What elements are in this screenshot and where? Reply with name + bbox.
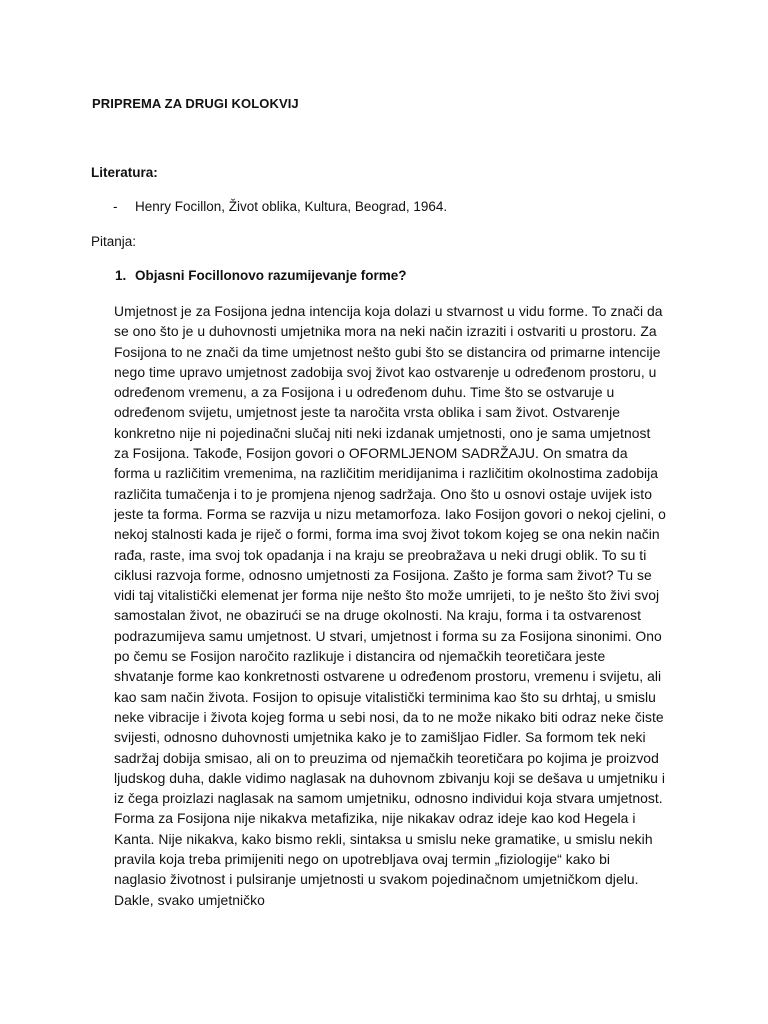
list-bullet: - <box>113 199 118 214</box>
question-heading <box>115 268 407 283</box>
answer-paragraph: Umjetnost je za Fosijona jedna intencija koja dolazi u stvarnost u vidu forme. To znači da se ono što je u duhovnosti umjetnika mora na neki način izraziti i ostvariti u prostoru. Za Fosijona to ne znači da time umjetnost nešto gubi što se distancira od primarne intencije nego time upravo umjetnost zadobija svoj život kao ostvarenje u određenom prostoru, u određenom vremenu, a za Fosijona i u određenom duhu. Time što se ostvaruje u određenom svijetu, umjetnost jeste ta naročita vrsta oblika i sam život. Ostvarenje konkretno nije ni pojedinačni slučaj niti neki izdanak umjetnosti, ono je sama umjetnost za Fosijona. Takođe, Fosijon govori o OFORMLJENOM SADRŽAJU. On smatra da forma u različitim vremenima, na različitim meridijanima i različitim okolnostima zadobija različita tumačenja i to je promjena njenog sadržaja. Ono što u osnovi ostaje uvijek isto jeste ta forma. Forma se razvija u nizu metamorfoza. Iako Fosijon govori o nekoj cjelini, o nekoj stalnosti kada je riječ o formi, forma ima svoj život tokom kojeg se ona nekin način rađa, raste, ima svoj tok opadanja i na kraju se preobražava u neki drugi oblik. To su ti ciklusi razvoja forme, odnosno umjetnosti za Fosijona. Zašto je forma sam život? Tu se vidi taj vitalistički elemenat jer forma nije nešto što može umrijeti, to je nešto što živi svoj samostalan život, ne obazirući se na druge okolnosti. Na kraju, forma i ta ostvarenost podrazumijeva samu umjetnost. U stvari, umjetnost i forma su za Fosijona sinonimi. Ono po čemu se Fosijon naročito razlikuje i distancira od njemačkih teoretičara jeste shvatanje forme kao konkretnosti ostvarene u određenom prostoru, vremenu i svijetu, ali kao sam način života. Fosijon to opisuje vitalistički terminima kao što su drhtaj, u smislu neke vibracije i života kojeg forma u sebi nosi, da to ne može nikako biti odraz neke čiste svijesti, odnosno duhovnosti umjetnika kako je to zamišljao Fidler. Sa formom tek neki sadržaj dobija smisao, ali on to preuzima od njemačkih teoretičara po kojima je proizvod ljudskog duha, dakle vidimo naglasak na duhovnom zbivanju koji se dešava u umjetniku i iz čega proizlazi naglasak na samom umjetniku, odnosno individui koja stvara umjetnost. Forma za Fosijona nije nikakva metafizika, nije nikakav odraz ideje kao kod Hegela i Kanta. Nije nikakva, kako bismo rekli, sintaksa u smislu neke gramatike, u smislu nekih pravila koja treba primijeniti nego on upotrebljava ovaj termin „fiziologije“ kako bi naglasio životnost i pulsiranje umjetnosti u svakom pojedinačnom umjetničkom djelu. Dakle, svako umjetničko <box>114 303 666 908</box>
question-number: 1. <box>115 268 127 283</box>
literature-list-item <box>113 199 447 214</box>
document-title: PRIPREMA ZA DRUGI KOLOKVIJ <box>92 96 299 111</box>
literature-heading: Literatura: <box>91 165 158 180</box>
questions-heading: Pitanja: <box>91 234 137 249</box>
literature-reference: Henry Focillon, Život oblika, Kultura, Beograd, 1964. <box>135 199 448 214</box>
question-text: Objasni Focillonovo razumijevanje forme? <box>135 268 407 283</box>
